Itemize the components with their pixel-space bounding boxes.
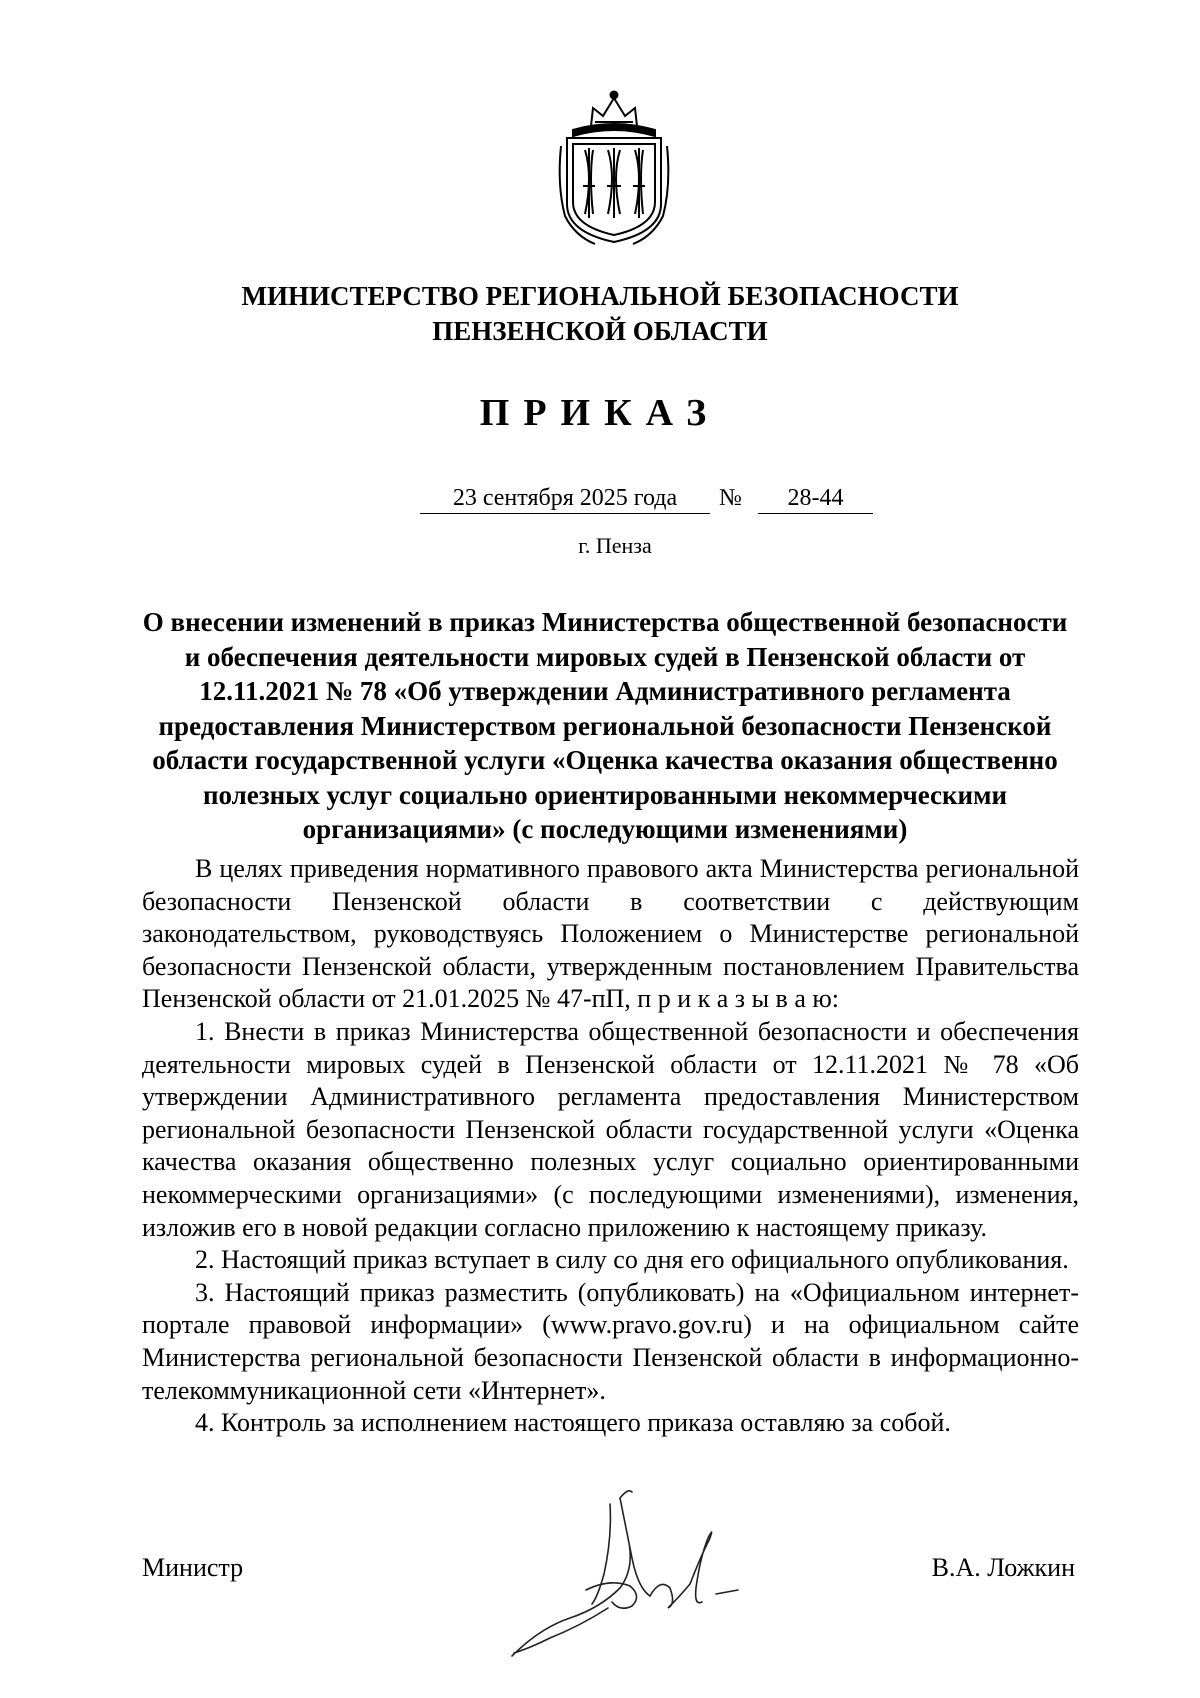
item-3-paragraph: 3. Настоящий приказ разместить (опубликовать) на «Официальном интернет-портале правовой информации» (www.pravo.gov.ru) и на официальном сайте Министерства региональной безопасности Пензенской области в информационно-телекоммуникационной сети «Интернет». [142, 1277, 1079, 1405]
preamble-paragraph: В целях приведения нормативного правового акта Министерства региональной безопасности Пензенской области в соответствии с действующим законодательством, руководствуясь Положением о Министерстве региональной безопасности Пензенской области, утвержденным постановлением Правительства Пензенской области от 21.01.2025 № 47-пП, п р и к а з ы в а ю: [142, 854, 1079, 1014]
document-type: ПРИКАЗ [479, 392, 721, 434]
signer-position: Министр [142, 1553, 244, 1582]
document-title: О внесении изменений в приказ Министерства общественной безопасности и обеспечения деятельности мировых судей в Пензенской области от 12.11.2021 № 78 «Об утверждении Административного регламента предоставления Министерством региональной безопасности Пензенской области государственной услуги «Оценка качества оказания общественно полезных услуг социально ориентированными некоммерческими организациями» (с последующими изменениями) [142, 607, 1068, 844]
item-4-paragraph: 4. Контроль за исполнением настоящего приказа оставляю за собой. [195, 1408, 951, 1438]
document-body [142, 853, 1079, 1440]
document-number: 28-44 [758, 483, 873, 514]
coat-of-arms-icon [555, 86, 673, 246]
organization-name-line2: ПЕНЗЕНСКОЙ ОБЛАСТИ [432, 316, 768, 346]
document-date: 23 сентября 2025 года [420, 483, 710, 514]
number-sign: № [719, 485, 742, 511]
item-2-paragraph: 2. Настоящий приказ вступает в силу со дня его официального опубликования. [195, 1245, 1069, 1275]
organization-name-line1: МИНИСТЕРСТВО РЕГИОНАЛЬНОЙ БЕЗОПАСНОСТИ [241, 281, 959, 311]
signer-name: В.А. Ложкин [931, 1553, 1075, 1582]
document-city: г. Пенза [578, 533, 652, 558]
handwritten-signature [500, 1478, 760, 1668]
item-1-paragraph: 1. Внести в приказ Министерства общественной безопасности и обеспечения деятельности мировых судей в Пензенской области от 12.11.2021 № 78 «Об утверждении Административного регламента предоставления Министерством региональной безопасности Пензенской области государственной услуги «Оценка качества оказания общественно полезных услуг социально ориентированными некоммерческими организациями» (с последующими изменениями), изменения, изложив его в новой редакции согласно приложению к настоящему приказу. [142, 1016, 1079, 1242]
